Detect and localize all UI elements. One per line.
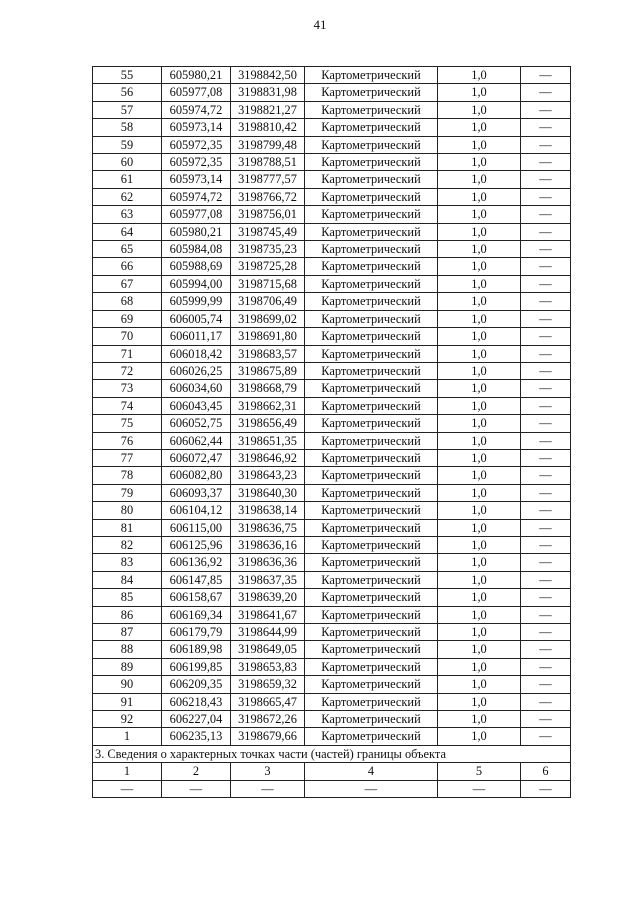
point-number-cell: 66 <box>93 258 162 275</box>
table-row <box>93 415 571 432</box>
x-coordinate-cell: 605988,69 <box>162 258 231 275</box>
method-cell: Картометрический <box>305 171 438 188</box>
empty-cell: — <box>521 780 571 797</box>
accuracy-cell: 1,0 <box>438 362 521 379</box>
accuracy-cell: 1,0 <box>438 606 521 623</box>
table-row <box>93 624 571 641</box>
method-cell: Картометрический <box>305 101 438 118</box>
description-cell: — <box>521 67 571 84</box>
point-number-cell: 77 <box>93 449 162 466</box>
description-cell: — <box>521 258 571 275</box>
point-number-cell: 89 <box>93 658 162 675</box>
method-cell: Картометрический <box>305 624 438 641</box>
description-cell: — <box>521 606 571 623</box>
description-cell: — <box>521 676 571 693</box>
accuracy-cell: 1,0 <box>438 641 521 658</box>
method-cell: Картометрический <box>305 536 438 553</box>
column-number-cell: 2 <box>162 763 231 780</box>
x-coordinate-cell: 605974,72 <box>162 101 231 118</box>
x-coordinate-cell: 605994,00 <box>162 275 231 292</box>
page-number: 41 <box>313 17 327 32</box>
method-cell: Картометрический <box>305 519 438 536</box>
point-number-cell: 85 <box>93 589 162 606</box>
point-number-cell: 60 <box>93 154 162 171</box>
description-cell: — <box>521 362 571 379</box>
description-cell: — <box>521 502 571 519</box>
method-cell: Картометрический <box>305 206 438 223</box>
method-cell: Картометрический <box>305 693 438 710</box>
point-number-cell: 65 <box>93 241 162 258</box>
accuracy-cell: 1,0 <box>438 571 521 588</box>
accuracy-cell: 1,0 <box>438 519 521 536</box>
method-cell: Картометрический <box>305 84 438 101</box>
table-row <box>93 484 571 501</box>
section-3-column-numbers-row <box>93 763 571 780</box>
y-coordinate-cell: 3198799,48 <box>231 136 305 153</box>
point-number-cell: 64 <box>93 223 162 240</box>
accuracy-cell: 1,0 <box>438 223 521 240</box>
point-number-cell: 70 <box>93 328 162 345</box>
table-row <box>93 554 571 571</box>
accuracy-cell: 1,0 <box>438 206 521 223</box>
table-row <box>93 310 571 327</box>
table-row <box>93 380 571 397</box>
y-coordinate-cell: 3198646,92 <box>231 449 305 466</box>
y-coordinate-cell: 3198643,23 <box>231 467 305 484</box>
point-number-cell: 79 <box>93 484 162 501</box>
y-coordinate-cell: 3198637,35 <box>231 571 305 588</box>
y-coordinate-cell: 3198638,14 <box>231 502 305 519</box>
method-cell: Картометрический <box>305 571 438 588</box>
description-cell: — <box>521 154 571 171</box>
point-number-cell: 69 <box>93 310 162 327</box>
accuracy-cell: 1,0 <box>438 711 521 728</box>
table-row <box>93 658 571 675</box>
y-coordinate-cell: 3198662,31 <box>231 397 305 414</box>
x-coordinate-cell: 605974,72 <box>162 188 231 205</box>
point-number-cell: 72 <box>93 362 162 379</box>
description-cell: — <box>521 119 571 136</box>
y-coordinate-cell: 3198699,02 <box>231 310 305 327</box>
x-coordinate-cell: 606179,79 <box>162 624 231 641</box>
x-coordinate-cell: 606011,17 <box>162 328 231 345</box>
accuracy-cell: 1,0 <box>438 136 521 153</box>
point-number-cell: 1 <box>93 728 162 745</box>
point-number-cell: 68 <box>93 293 162 310</box>
x-coordinate-cell: 606136,92 <box>162 554 231 571</box>
accuracy-cell: 1,0 <box>438 449 521 466</box>
y-coordinate-cell: 3198831,98 <box>231 84 305 101</box>
method-cell: Картометрический <box>305 449 438 466</box>
x-coordinate-cell: 606072,47 <box>162 449 231 466</box>
table-row <box>93 362 571 379</box>
table-row <box>93 171 571 188</box>
description-cell: — <box>521 328 571 345</box>
x-coordinate-cell: 606082,80 <box>162 467 231 484</box>
x-coordinate-cell: 605977,08 <box>162 206 231 223</box>
method-cell: Картометрический <box>305 328 438 345</box>
description-cell: — <box>521 658 571 675</box>
table-row <box>93 606 571 623</box>
y-coordinate-cell: 3198668,79 <box>231 380 305 397</box>
description-cell: — <box>521 241 571 258</box>
x-coordinate-cell: 606034,60 <box>162 380 231 397</box>
description-cell: — <box>521 467 571 484</box>
table-row <box>93 589 571 606</box>
accuracy-cell: 1,0 <box>438 171 521 188</box>
column-number-cell: 3 <box>231 763 305 780</box>
column-number-cell: 6 <box>521 763 571 780</box>
accuracy-cell: 1,0 <box>438 293 521 310</box>
y-coordinate-cell: 3198725,28 <box>231 258 305 275</box>
accuracy-cell: 1,0 <box>438 241 521 258</box>
description-cell: — <box>521 206 571 223</box>
y-coordinate-cell: 3198821,27 <box>231 101 305 118</box>
y-coordinate-cell: 3198653,83 <box>231 658 305 675</box>
method-cell: Картометрический <box>305 641 438 658</box>
y-coordinate-cell: 3198788,51 <box>231 154 305 171</box>
point-number-cell: 57 <box>93 101 162 118</box>
description-cell: — <box>521 641 571 658</box>
point-number-cell: 67 <box>93 275 162 292</box>
table-row <box>93 676 571 693</box>
description-cell: — <box>521 101 571 118</box>
accuracy-cell: 1,0 <box>438 275 521 292</box>
y-coordinate-cell: 3198639,20 <box>231 589 305 606</box>
description-cell: — <box>521 449 571 466</box>
point-number-cell: 81 <box>93 519 162 536</box>
table-row <box>93 536 571 553</box>
y-coordinate-cell: 3198659,32 <box>231 676 305 693</box>
x-coordinate-cell: 606026,25 <box>162 362 231 379</box>
accuracy-cell: 1,0 <box>438 188 521 205</box>
y-coordinate-cell: 3198766,72 <box>231 188 305 205</box>
x-coordinate-cell: 606005,74 <box>162 310 231 327</box>
empty-cell: — <box>162 780 231 797</box>
y-coordinate-cell: 3198756,01 <box>231 206 305 223</box>
point-number-cell: 88 <box>93 641 162 658</box>
method-cell: Картометрический <box>305 397 438 414</box>
y-coordinate-cell: 3198636,16 <box>231 536 305 553</box>
section-3-title: 3. Сведения о характерных точках части (частей) границы объекта <box>93 745 571 762</box>
point-number-cell: 62 <box>93 188 162 205</box>
y-coordinate-cell: 3198665,47 <box>231 693 305 710</box>
x-coordinate-cell: 606052,75 <box>162 415 231 432</box>
table-row <box>93 571 571 588</box>
y-coordinate-cell: 3198777,57 <box>231 171 305 188</box>
y-coordinate-cell: 3198641,67 <box>231 606 305 623</box>
table-row <box>93 154 571 171</box>
point-number-cell: 87 <box>93 624 162 641</box>
description-cell: — <box>521 415 571 432</box>
y-coordinate-cell: 3198745,49 <box>231 223 305 240</box>
x-coordinate-cell: 605977,08 <box>162 84 231 101</box>
method-cell: Картометрический <box>305 380 438 397</box>
table-row <box>93 502 571 519</box>
x-coordinate-cell: 606227,04 <box>162 711 231 728</box>
description-cell: — <box>521 188 571 205</box>
method-cell: Картометрический <box>305 67 438 84</box>
accuracy-cell: 1,0 <box>438 119 521 136</box>
description-cell: — <box>521 84 571 101</box>
description-cell: — <box>521 223 571 240</box>
column-number-cell: 5 <box>438 763 521 780</box>
method-cell: Картометрический <box>305 676 438 693</box>
table-row <box>93 206 571 223</box>
accuracy-cell: 1,0 <box>438 693 521 710</box>
point-number-cell: 92 <box>93 711 162 728</box>
table-row <box>93 275 571 292</box>
table-row <box>93 728 571 745</box>
description-cell: — <box>521 171 571 188</box>
empty-cell: — <box>93 780 162 797</box>
accuracy-cell: 1,0 <box>438 467 521 484</box>
accuracy-cell: 1,0 <box>438 432 521 449</box>
method-cell: Картометрический <box>305 484 438 501</box>
method-cell: Картометрический <box>305 258 438 275</box>
table-row <box>93 449 571 466</box>
table-row <box>93 84 571 101</box>
description-cell: — <box>521 728 571 745</box>
accuracy-cell: 1,0 <box>438 154 521 171</box>
empty-cell: — <box>438 780 521 797</box>
x-coordinate-cell: 606062,44 <box>162 432 231 449</box>
x-coordinate-cell: 605973,14 <box>162 171 231 188</box>
table-row <box>93 67 571 84</box>
y-coordinate-cell: 3198640,30 <box>231 484 305 501</box>
accuracy-cell: 1,0 <box>438 589 521 606</box>
method-cell: Картометрический <box>305 188 438 205</box>
description-cell: — <box>521 397 571 414</box>
table-row <box>93 188 571 205</box>
y-coordinate-cell: 3198683,57 <box>231 345 305 362</box>
point-number-cell: 71 <box>93 345 162 362</box>
y-coordinate-cell: 3198675,89 <box>231 362 305 379</box>
method-cell: Картометрический <box>305 589 438 606</box>
table-row <box>93 345 571 362</box>
method-cell: Картометрический <box>305 711 438 728</box>
method-cell: Картометрический <box>305 223 438 240</box>
point-number-cell: 61 <box>93 171 162 188</box>
x-coordinate-cell: 605972,35 <box>162 136 231 153</box>
method-cell: Картометрический <box>305 502 438 519</box>
table-row <box>93 293 571 310</box>
point-number-cell: 80 <box>93 502 162 519</box>
x-coordinate-cell: 606115,00 <box>162 519 231 536</box>
accuracy-cell: 1,0 <box>438 502 521 519</box>
x-coordinate-cell: 606093,37 <box>162 484 231 501</box>
description-cell: — <box>521 293 571 310</box>
y-coordinate-cell: 3198691,80 <box>231 328 305 345</box>
accuracy-cell: 1,0 <box>438 554 521 571</box>
description-cell: — <box>521 519 571 536</box>
x-coordinate-cell: 606043,45 <box>162 397 231 414</box>
point-number-cell: 58 <box>93 119 162 136</box>
point-number-cell: 63 <box>93 206 162 223</box>
table-row <box>93 467 571 484</box>
description-cell: — <box>521 571 571 588</box>
y-coordinate-cell: 3198706,49 <box>231 293 305 310</box>
point-number-cell: 75 <box>93 415 162 432</box>
point-number-cell: 76 <box>93 432 162 449</box>
coordinates-table <box>92 66 571 798</box>
empty-cell: — <box>305 780 438 797</box>
method-cell: Картометрический <box>305 554 438 571</box>
method-cell: Картометрический <box>305 154 438 171</box>
description-cell: — <box>521 345 571 362</box>
y-coordinate-cell: 3198842,50 <box>231 67 305 84</box>
x-coordinate-cell: 606147,85 <box>162 571 231 588</box>
y-coordinate-cell: 3198715,68 <box>231 275 305 292</box>
x-coordinate-cell: 605980,21 <box>162 223 231 240</box>
point-number-cell: 55 <box>93 67 162 84</box>
section-3-title-row <box>93 745 571 762</box>
method-cell: Картометрический <box>305 658 438 675</box>
table-row <box>93 641 571 658</box>
table-row <box>93 101 571 118</box>
x-coordinate-cell: 605999,99 <box>162 293 231 310</box>
method-cell: Картометрический <box>305 310 438 327</box>
method-cell: Картометрический <box>305 275 438 292</box>
point-number-cell: 73 <box>93 380 162 397</box>
accuracy-cell: 1,0 <box>438 380 521 397</box>
accuracy-cell: 1,0 <box>438 658 521 675</box>
accuracy-cell: 1,0 <box>438 345 521 362</box>
method-cell: Картометрический <box>305 136 438 153</box>
point-number-cell: 56 <box>93 84 162 101</box>
table-row <box>93 397 571 414</box>
method-cell: Картометрический <box>305 467 438 484</box>
description-cell: — <box>521 310 571 327</box>
accuracy-cell: 1,0 <box>438 67 521 84</box>
method-cell: Картометрический <box>305 119 438 136</box>
accuracy-cell: 1,0 <box>438 101 521 118</box>
x-coordinate-cell: 605984,08 <box>162 241 231 258</box>
description-cell: — <box>521 693 571 710</box>
x-coordinate-cell: 606218,43 <box>162 693 231 710</box>
description-cell: — <box>521 589 571 606</box>
method-cell: Картометрический <box>305 345 438 362</box>
x-coordinate-cell: 606169,34 <box>162 606 231 623</box>
accuracy-cell: 1,0 <box>438 624 521 641</box>
method-cell: Картометрический <box>305 606 438 623</box>
x-coordinate-cell: 606189,98 <box>162 641 231 658</box>
x-coordinate-cell: 606104,12 <box>162 502 231 519</box>
x-coordinate-cell: 606125,96 <box>162 536 231 553</box>
description-cell: — <box>521 536 571 553</box>
method-cell: Картометрический <box>305 362 438 379</box>
table-row <box>93 432 571 449</box>
x-coordinate-cell: 605973,14 <box>162 119 231 136</box>
accuracy-cell: 1,0 <box>438 84 521 101</box>
table-row <box>93 258 571 275</box>
description-cell: — <box>521 484 571 501</box>
x-coordinate-cell: 606235,13 <box>162 728 231 745</box>
method-cell: Картометрический <box>305 432 438 449</box>
empty-cell: — <box>231 780 305 797</box>
description-cell: — <box>521 136 571 153</box>
point-number-cell: 82 <box>93 536 162 553</box>
y-coordinate-cell: 3198644,99 <box>231 624 305 641</box>
y-coordinate-cell: 3198810,42 <box>231 119 305 136</box>
table-row <box>93 241 571 258</box>
table-row <box>93 711 571 728</box>
y-coordinate-cell: 3198679,66 <box>231 728 305 745</box>
method-cell: Картометрический <box>305 728 438 745</box>
point-number-cell: 86 <box>93 606 162 623</box>
x-coordinate-cell: 605980,21 <box>162 67 231 84</box>
method-cell: Картометрический <box>305 415 438 432</box>
accuracy-cell: 1,0 <box>438 415 521 432</box>
method-cell: Картометрический <box>305 293 438 310</box>
point-number-cell: 78 <box>93 467 162 484</box>
table-row <box>93 223 571 240</box>
x-coordinate-cell: 606018,42 <box>162 345 231 362</box>
table-row <box>93 328 571 345</box>
description-cell: — <box>521 380 571 397</box>
description-cell: — <box>521 624 571 641</box>
point-number-cell: 83 <box>93 554 162 571</box>
y-coordinate-cell: 3198656,49 <box>231 415 305 432</box>
point-number-cell: 90 <box>93 676 162 693</box>
y-coordinate-cell: 3198672,26 <box>231 711 305 728</box>
table-row <box>93 693 571 710</box>
column-number-cell: 1 <box>93 763 162 780</box>
y-coordinate-cell: 3198649,05 <box>231 641 305 658</box>
accuracy-cell: 1,0 <box>438 258 521 275</box>
x-coordinate-cell: 605972,35 <box>162 154 231 171</box>
point-number-cell: 91 <box>93 693 162 710</box>
coordinates-rows <box>93 67 571 746</box>
point-number-cell: 84 <box>93 571 162 588</box>
x-coordinate-cell: 606209,35 <box>162 676 231 693</box>
table-row <box>93 519 571 536</box>
accuracy-cell: 1,0 <box>438 328 521 345</box>
x-coordinate-cell: 606158,67 <box>162 589 231 606</box>
section-3-empty-row <box>93 780 571 797</box>
accuracy-cell: 1,0 <box>438 728 521 745</box>
column-number-cell: 4 <box>305 763 438 780</box>
section-3 <box>93 745 571 797</box>
description-cell: — <box>521 554 571 571</box>
accuracy-cell: 1,0 <box>438 676 521 693</box>
description-cell: — <box>521 275 571 292</box>
method-cell: Картометрический <box>305 241 438 258</box>
point-number-cell: 59 <box>93 136 162 153</box>
accuracy-cell: 1,0 <box>438 536 521 553</box>
description-cell: — <box>521 711 571 728</box>
y-coordinate-cell: 3198735,23 <box>231 241 305 258</box>
point-number-cell: 74 <box>93 397 162 414</box>
accuracy-cell: 1,0 <box>438 310 521 327</box>
accuracy-cell: 1,0 <box>438 484 521 501</box>
y-coordinate-cell: 3198651,35 <box>231 432 305 449</box>
description-cell: — <box>521 432 571 449</box>
y-coordinate-cell: 3198636,75 <box>231 519 305 536</box>
table-row <box>93 136 571 153</box>
y-coordinate-cell: 3198636,36 <box>231 554 305 571</box>
table-row <box>93 119 571 136</box>
accuracy-cell: 1,0 <box>438 397 521 414</box>
x-coordinate-cell: 606199,85 <box>162 658 231 675</box>
